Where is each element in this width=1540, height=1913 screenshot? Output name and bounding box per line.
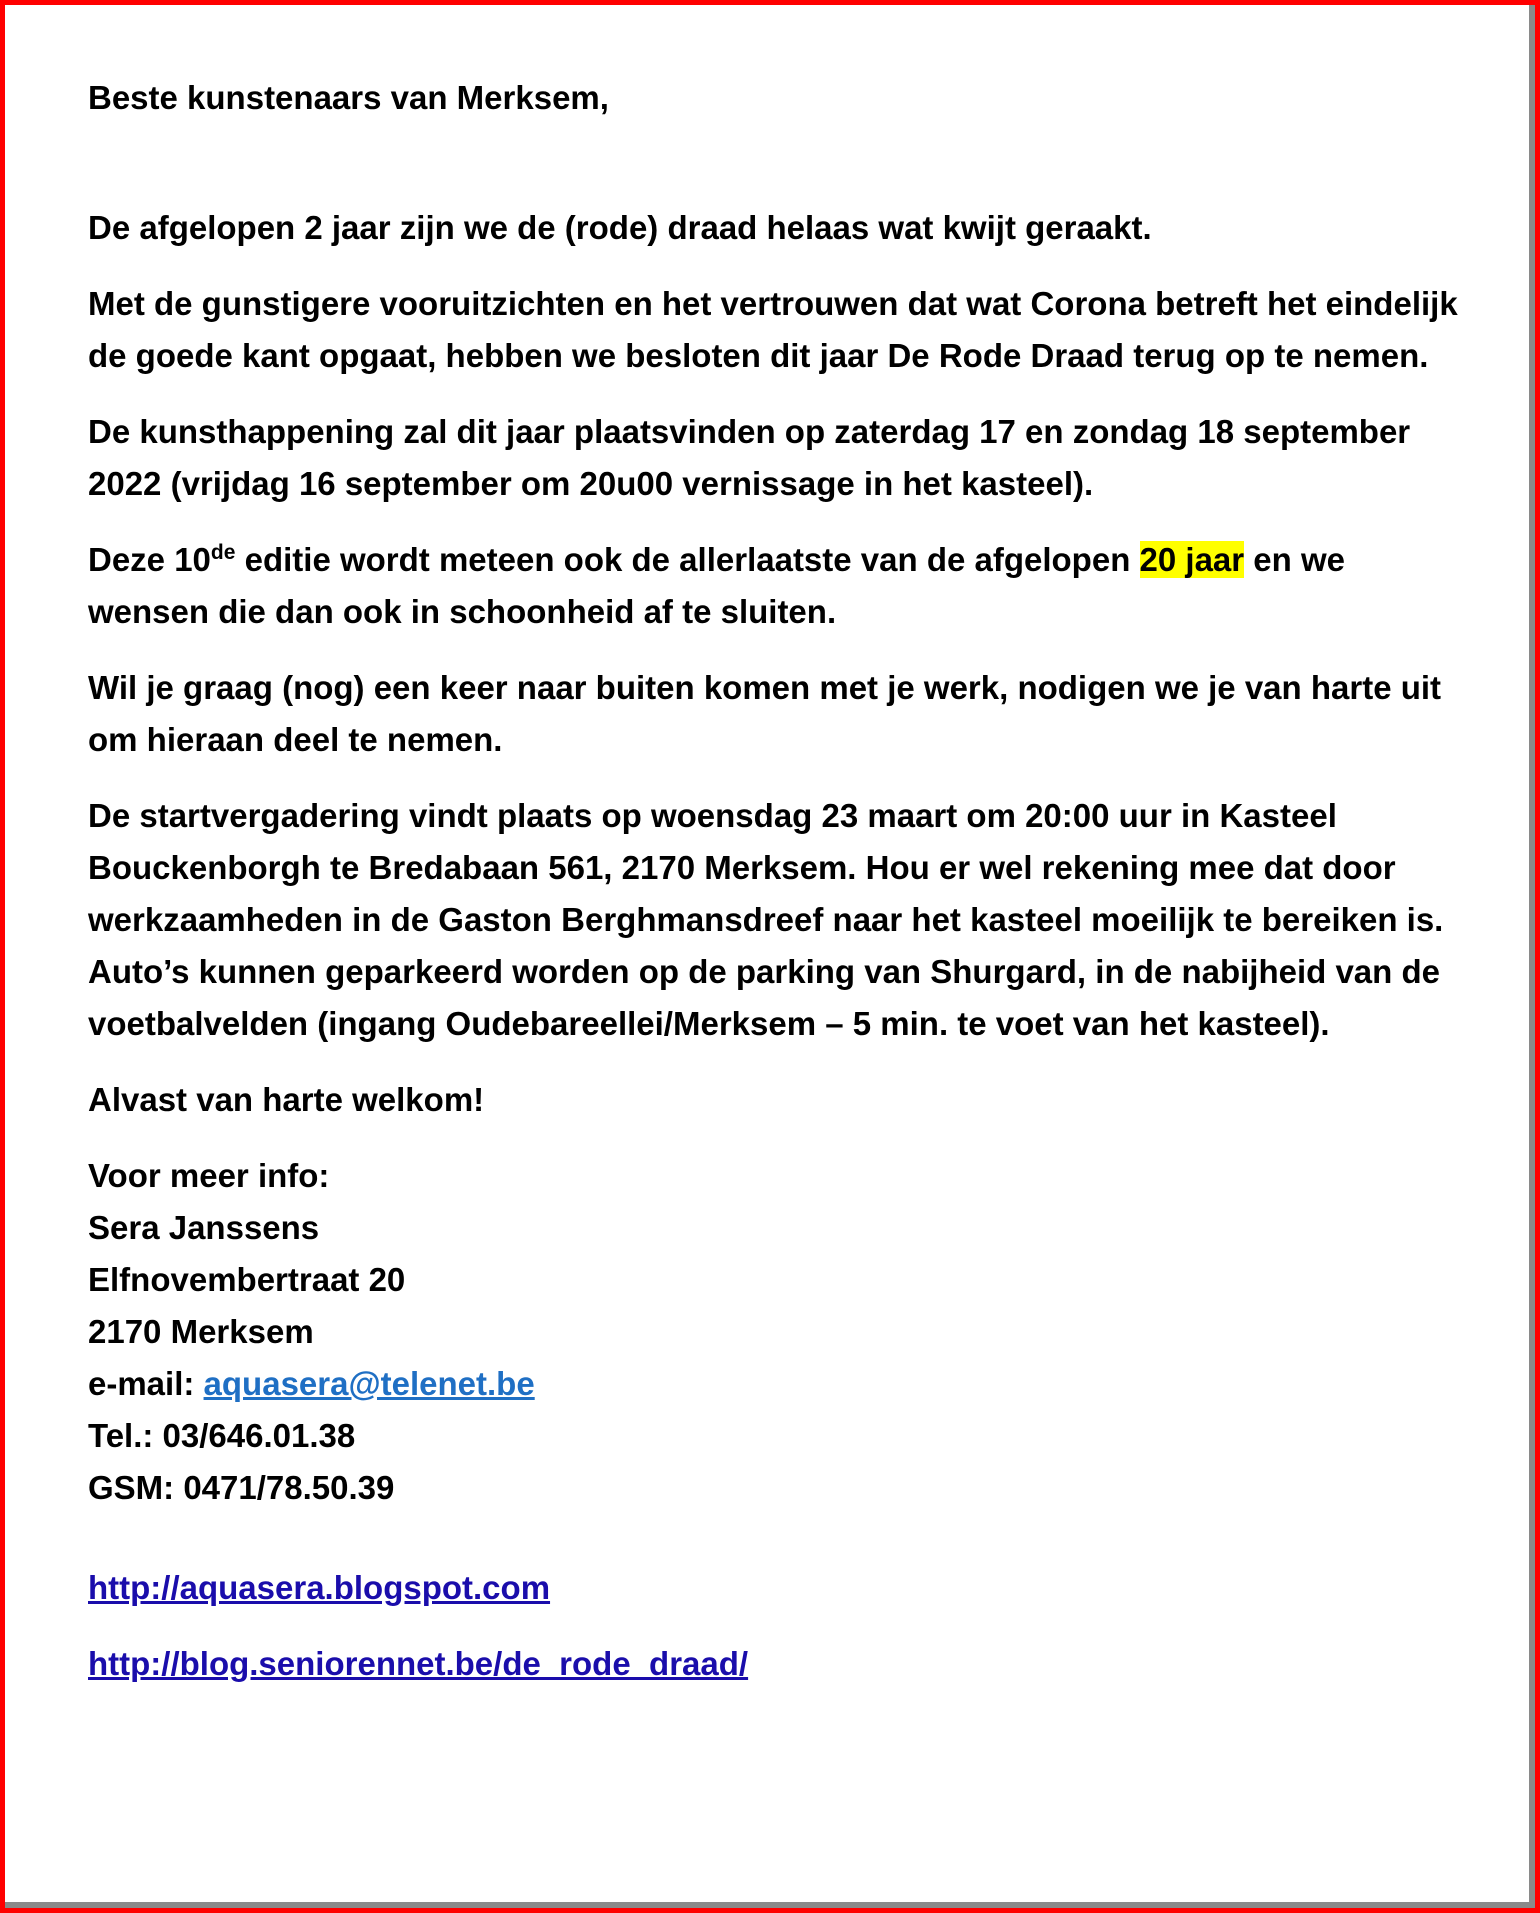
paragraph-5: Wil je graag (nog) een keer naar buiten komen met je werk, nodigen we je van harte uit om hieraan deel te nemen. (88, 669, 1442, 758)
email-link[interactable]: aquasera@telenet.be (203, 1365, 535, 1402)
blog-link-row (88, 1562, 1468, 1614)
paragraph-2: Met de gunstigere vooruitzichten en het vertrouwen dat wat Corona betreft het eindelijk de goede kant opgaat, hebben we besloten dit jaar De Rode Draad terug op te nemen. (88, 285, 1458, 374)
contact-name: Sera Janssens (88, 1209, 320, 1246)
edition-text-mid: editie wordt meteen ook de allerlaatste van de afgelopen (235, 541, 1140, 578)
highlighted-20-jaar: 20 jaar (1139, 541, 1245, 578)
edition-superscript: de (210, 541, 236, 564)
paragraph-7: Alvast van harte welkom! (88, 1081, 485, 1118)
contact-email-row (88, 1358, 1468, 1410)
contact-gsm: GSM: 0471/78.50.39 (88, 1469, 395, 1506)
letter-body (88, 72, 1468, 1714)
greeting: Beste kunstenaars van Merksem, (88, 79, 609, 116)
edition-text-post: en we wensen die dan ook in schoonheid af te sluiten. (88, 541, 1345, 630)
paragraph-3: De kunsthappening zal dit jaar plaatsvinden op zaterdag 17 en zondag 18 september 2022 (vrijdag 16 september om 20u00 vernissage in het kasteel). (88, 413, 1411, 502)
paragraph-6: De startvergadering vindt plaats op woensdag 23 maart om 20:00 uur in Kasteel Bouckenborgh te Bredabaan 561, 2170 Merksem. Hou er wel rekening mee dat door werkzaamheden in de Gaston Berghmansdreef naar het kasteel moeilijk te bereiken is. Auto’s kunnen geparkeerd worden op de parking van Shurgard, in de nabijheid van de voetbalvelden (ingang Oudebareellei/Merksem – 5 min. te voet van het kasteel). (88, 797, 1444, 1042)
email-label: e-mail: (88, 1365, 204, 1402)
paragraph-4 (88, 534, 1468, 638)
blog-link[interactable]: http://aquasera.blogspot.com (88, 1569, 551, 1606)
seniorennet-link-row (88, 1638, 1468, 1690)
seniorennet-link[interactable]: http://blog.seniorennet.be/de_rode_draad/ (88, 1645, 749, 1682)
contact-street: Elfnovembertraat 20 (88, 1261, 406, 1298)
edition-text: Deze 10 (88, 541, 211, 578)
contact-city: 2170 Merksem (88, 1313, 314, 1350)
contact-heading: Voor meer info: (88, 1157, 330, 1194)
contact-tel: Tel.: 03/646.01.38 (88, 1417, 356, 1454)
contact-block (88, 1150, 1468, 1514)
paragraph-1: De afgelopen 2 jaar zijn we de (rode) draad helaas wat kwijt geraakt. (88, 209, 1152, 246)
